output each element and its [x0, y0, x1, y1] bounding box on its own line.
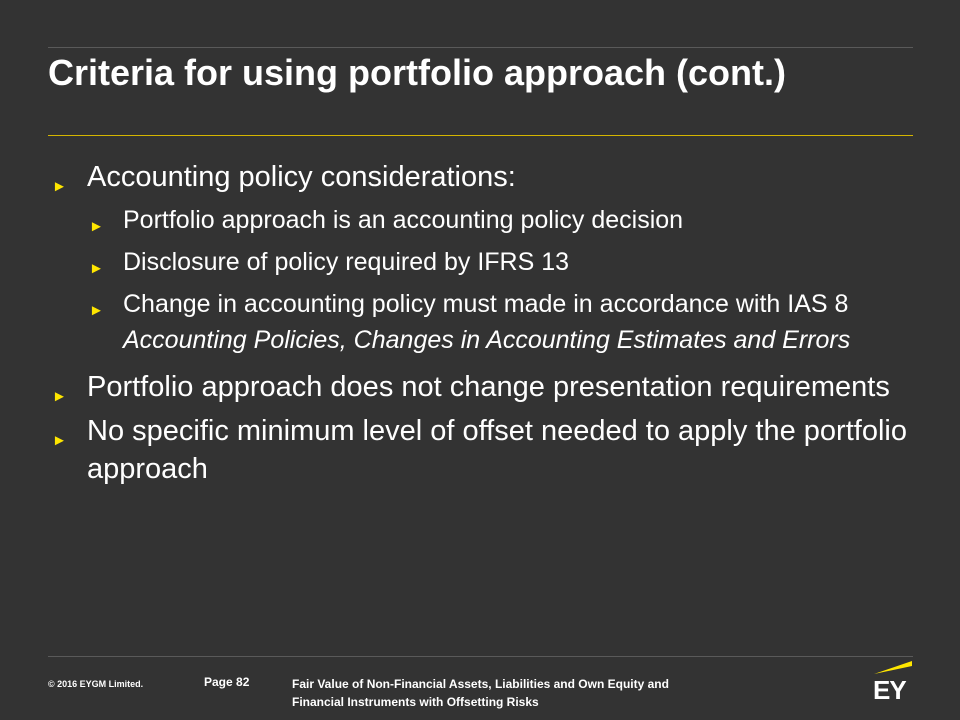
- slide-title: Criteria for using portfolio approach (cont.): [48, 52, 786, 93]
- logo-text: EY: [873, 675, 906, 705]
- sub-bullet-change-policy: [48, 286, 918, 358]
- title-underline: [48, 135, 913, 136]
- ey-logo-icon: [872, 660, 914, 704]
- bullet-arrow-icon: ►: [89, 260, 104, 277]
- bullet-arrow-icon: ►: [52, 432, 67, 449]
- page-number: Page 82: [204, 675, 250, 689]
- sub-bullet-italic-text: Accounting Policies, Changes in Accounting Estimates and Errors: [123, 326, 851, 354]
- footer-divider: [48, 656, 913, 657]
- bullet-arrow-icon: ►: [89, 218, 104, 235]
- slide-content: [48, 158, 918, 494]
- footer-title: Fair Value of Non-Financial Assets, Liabilities and Own Equity and Financial Instruments with Offsetting Risks: [292, 677, 669, 709]
- bullet-presentation: [48, 368, 918, 406]
- bullet-text: No specific minimum level of offset needed to apply the portfolio approach: [87, 415, 907, 485]
- sub-bullet-policy-decision: [48, 202, 918, 238]
- sub-bullet-text: Disclosure of policy required by IFRS 13: [123, 248, 570, 276]
- bullet-arrow-icon: ►: [52, 178, 67, 195]
- sub-bullet-disclosure: [48, 244, 918, 280]
- logo-beam-icon: [872, 660, 914, 676]
- bullet-text: Accounting policy considerations:: [87, 161, 516, 193]
- top-divider: [48, 47, 913, 48]
- sub-bullet-text: Portfolio approach is an accounting policy decision: [123, 206, 684, 234]
- sub-bullet-text: Change in accounting policy must made in accordance with IAS 8: [123, 290, 849, 318]
- bullet-minimum-offset: [48, 412, 918, 488]
- bullet-arrow-icon: ►: [52, 388, 67, 405]
- bullet-arrow-icon: ►: [89, 302, 104, 319]
- sub-bullet-list: [48, 202, 918, 358]
- bullet-accounting-policy: [48, 158, 918, 196]
- copyright: © 2016 EYGM Limited.: [48, 679, 144, 689]
- bullet-text: Portfolio approach does not change presentation requirements: [87, 371, 890, 403]
